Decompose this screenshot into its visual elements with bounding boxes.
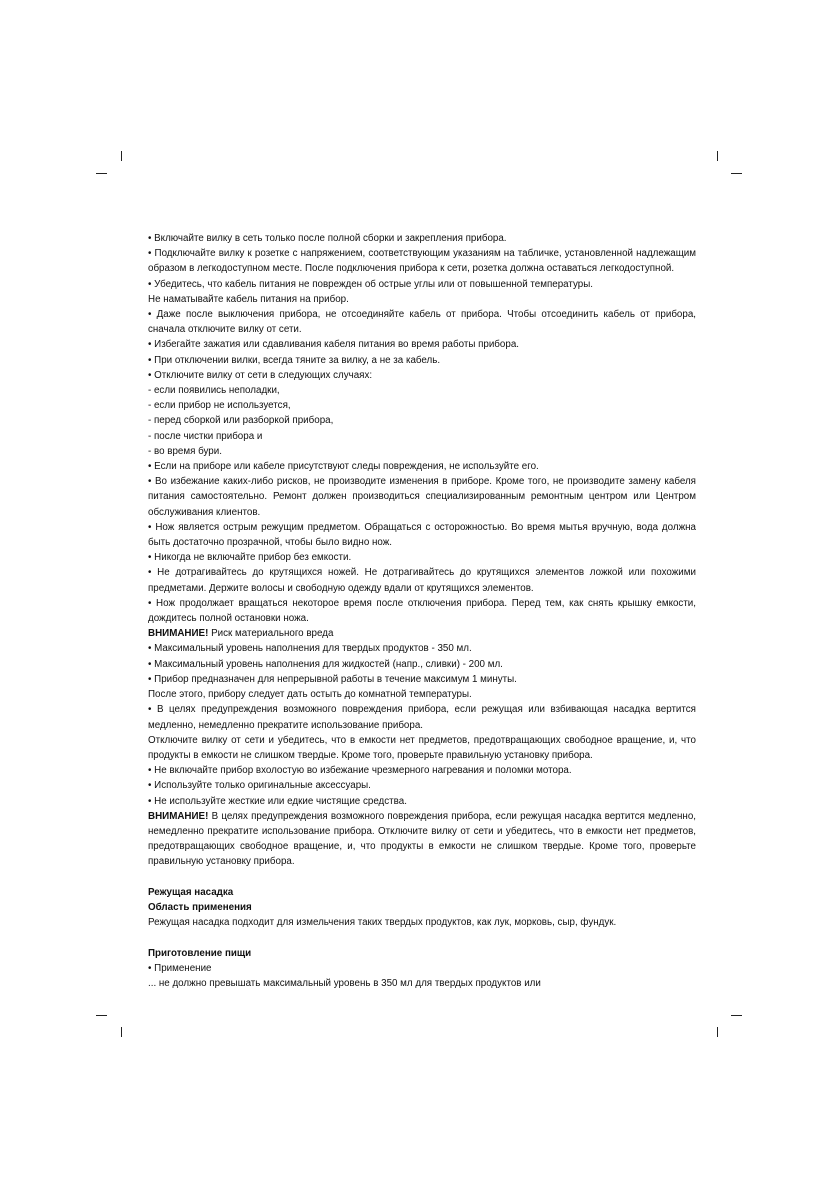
safety-list — [148, 231, 696, 626]
warning-text: Риск материального вреда — [208, 628, 334, 640]
crop-mark — [96, 1015, 107, 1016]
section-text: ... не должно превышать максимальный уровень в 350 мл для твердых продуктов или — [148, 977, 541, 989]
text-line: • Прибор предназначен для непрерывной работы в течение максимум 1 минуты. — [148, 673, 517, 685]
text-line: • Если на приборе или кабеле присутствуют следы повреждения, не используйте его. — [148, 461, 539, 473]
text-line: Отключите вилку от сети и убедитесь, что в емкости нет предметов, предотвращающих свободное вращение, и, что продукты в емкости не слишком твердые. Кроме того, проверьте правильную установку прибора. — [148, 734, 696, 761]
section-text: Режущая насадка подходит для измельчения таких твердых продуктов, как лук, морковь, сыр, фундук. — [148, 917, 617, 929]
warning-damage — [148, 809, 696, 870]
text-line: • Включайте вилку в сеть только после полной сборки и закрепления прибора. — [148, 233, 507, 244]
crop-mark — [121, 1027, 122, 1037]
crop-mark — [121, 151, 122, 161]
crop-mark — [96, 173, 107, 174]
text-line: • Нож является острым режущим предметом. Обращаться с осторожностью. Во время мытья вручную, вода должна быть достаточно прозрачной, чтобы было видно нож. — [148, 521, 696, 549]
text-line: • Во избежание каких-либо рисков, не производите изменения в приборе. Кроме того, не производите замену кабеля питания самостоятельно. Ремонт должен производиться специализированным ремонтным центром или Центром обслуживания клиентов. — [148, 476, 696, 518]
text-line: • Используйте только оригинальные аксессуары. — [148, 780, 371, 792]
text-line: - если прибор не используется, — [148, 400, 291, 412]
text-line: • Не включайте прибор вхолостую во избежание чрезмерного нагревания и поломки мотора. — [148, 765, 572, 777]
usage-list — [148, 641, 696, 808]
text-line: • В целях предупреждения возможного повреждения прибора, если режущая или взбивающая насадка вертится медленно, немедленно прекратите использование прибора. — [148, 704, 696, 731]
text-line: - после чистки прибора и — [148, 430, 263, 442]
crop-mark — [717, 1027, 718, 1037]
crop-mark — [731, 1015, 742, 1016]
warning-label: ВНИМАНИЕ! — [148, 628, 209, 640]
section-heading: Приготовление пищи — [148, 947, 252, 959]
text-line: Не наматывайте кабель питания на прибор. — [148, 293, 349, 305]
text-line: • Максимальный уровень наполнения для твердых продуктов - 350 мл. — [148, 643, 472, 655]
text-line: - если появились неполадки, — [148, 385, 280, 397]
crop-mark — [731, 173, 742, 174]
crop-mark — [717, 151, 718, 161]
text-line: • При отключении вилки, всегда тяните за вилку, а не за кабель. — [148, 354, 441, 366]
section-heading: Режущая насадка — [148, 886, 234, 898]
text-line: • Отключите вилку от сети в следующих случаях: — [148, 369, 373, 381]
text-line: • Никогда не включайте прибор без емкости. — [148, 552, 352, 564]
text-line: • Даже после выключения прибора, не отсоединяйте кабель от прибора. Чтобы отсоединить кабель от прибора, сначала отключите вилку от сети. — [148, 309, 696, 336]
text-line: - перед сборкой или разборкой прибора, — [148, 415, 334, 427]
text-line: • Убедитесь, что кабель питания не поврежден об острые углы или от повышенной температуры. — [148, 278, 594, 290]
text-line: • Максимальный уровень наполнения для жидкостей (напр., сливки) - 200 мл. — [148, 658, 503, 670]
text-line: • Не используйте жесткие или едкие чистящие средства. — [148, 795, 407, 807]
text-line: • Избегайте зажатия или сдавливания кабеля питания во время работы прибора. — [148, 339, 519, 351]
section-item: • Применение — [148, 962, 212, 974]
text-line: • Подключайте вилку к розетке с напряжением, соответствующим указаниям на табличке, установленной надлежащим образом в легкодоступном месте. После подключения прибора к сети, розетка должна оставаться легкодоступной. — [148, 248, 696, 275]
warning-label: ВНИМАНИЕ! — [148, 810, 209, 822]
text-line: После этого, прибору следует дать остыть до комнатной температуры. — [148, 689, 472, 701]
document-body — [148, 231, 696, 991]
section-subheading: Область применения — [148, 901, 252, 913]
warning-material — [148, 626, 696, 641]
warning-text: В целях предупреждения возможного повреждения прибора, если режущая насадка вертится медленно, немедленно прекратите использование прибора. Отключите вилку от сети и убедитесь, что в емкости нет предметов, предотвращающих свободное вращение, и, что продукты в емкости не слишком твердые. Кроме того, проверьте правильную установку прибора. — [148, 810, 696, 868]
text-line: • Не дотрагивайтесь до крутящихся ножей. Не дотрагивайтесь до крутящихся элементов ложкой или похожими предметами. Держите волосы и свободную одежду вдали от крутящихся элементов. — [148, 567, 696, 594]
text-line: - во время бури. — [148, 445, 222, 457]
text-line: • Нож продолжает вращаться некоторое время после отключения прибора. Перед тем, как снять крышку емкости, дождитесь полной остановки ножа. — [148, 597, 696, 625]
